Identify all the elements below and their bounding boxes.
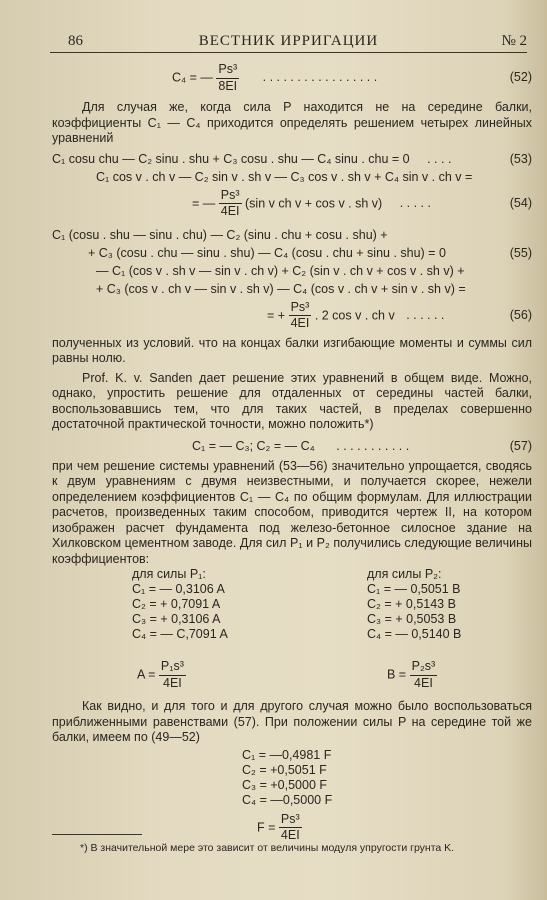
formula-b bbox=[387, 659, 437, 691]
equation-text: C₁ (cosu . shu — sinu . chu) — C₂ (sinu . chu + cosu . shu) + bbox=[52, 227, 388, 242]
equation-lhs: F = bbox=[257, 819, 276, 834]
equation-tag: (55) bbox=[509, 245, 532, 260]
coefficient-row: C₄ = — C,7091 A bbox=[132, 627, 228, 641]
equation-56-line2 bbox=[52, 282, 532, 300]
equation-text: — C₁ (cos v . sh v — sin v . ch v) + C₂ (sin v . ch v + cos v . sh v) + bbox=[96, 263, 465, 278]
equation-text: C₁ = — C₃; C₂ = — C₄ bbox=[192, 438, 315, 453]
coefficient-row: C₃ = +0,5000 F bbox=[242, 777, 328, 792]
fraction-denominator: 8EI bbox=[218, 78, 238, 93]
equation-text: + C₃ (cos v . ch v — sin v . sh v) — C₄ (cos v . ch v + sin v . sh v) = bbox=[96, 281, 466, 296]
coefficients-p2 bbox=[367, 567, 461, 642]
coefficient-columns bbox=[52, 567, 532, 667]
equation-52 bbox=[52, 62, 532, 96]
equation-56-line3 bbox=[52, 300, 532, 334]
equation-lhs: = + bbox=[267, 307, 286, 322]
coefficients-center bbox=[52, 748, 532, 818]
fraction bbox=[410, 659, 438, 691]
column-heading: для силы P₁: bbox=[132, 567, 206, 581]
equation-rhs: (sin v ch v + cos v . sh v) bbox=[245, 195, 383, 210]
equation-rhs: . 2 cos v . ch v bbox=[314, 307, 395, 322]
equation-54-line1 bbox=[52, 170, 532, 188]
footnote: *) В значительной мере это зависит от величины модуля упругости грунта K. bbox=[80, 842, 455, 854]
formula-a bbox=[137, 659, 186, 691]
leader-dots: . . . . . . . . . . . . . . . . . bbox=[262, 70, 378, 85]
fraction-numerator: Ps³ bbox=[219, 188, 242, 205]
fraction bbox=[289, 300, 312, 332]
coefficient-row: C₁ = —0,4981 F bbox=[242, 747, 332, 762]
fraction-denominator: 4EI bbox=[414, 675, 433, 690]
fraction-denominator: 4EI bbox=[290, 316, 310, 330]
fraction-numerator: Ps³ bbox=[279, 812, 302, 829]
paragraph: Prof. K. v. Sanden дает решение этих уравнений в общем виде. Можно, однако, упростить решение для отдаленных от середины частей балки, воспользовавшись тем, что для таких частей, в пределах совершенно достаточной практической точности, можно положить*) bbox=[52, 370, 532, 431]
coefficient-row: C₁ = — 0,5051 B bbox=[367, 582, 461, 596]
column-heading: для силы P₂: bbox=[367, 567, 442, 581]
equation-text: C₁ cos v . ch v — C₂ sin v . sh v — C₃ cos v . sh v + C₄ sin v . ch v = bbox=[96, 169, 473, 184]
leader-dots: . . . . bbox=[427, 151, 452, 166]
coefficient-row: C₂ = + 0,5143 B bbox=[367, 597, 456, 611]
paragraph: полученных из условий. что на концах балки изгибающие моменты и суммы сил равны нолю. bbox=[52, 335, 532, 365]
fraction-numerator: P₁s³ bbox=[159, 659, 186, 676]
equation-54-line2 bbox=[52, 188, 532, 222]
coefficient-row: C₃ = + 0,5053 B bbox=[367, 612, 457, 626]
equation-55-line1 bbox=[52, 228, 532, 246]
coefficient-row: C₂ = + 0,7091 A bbox=[132, 597, 221, 611]
fraction-numerator: P₂s³ bbox=[410, 659, 438, 676]
coefficients-p1 bbox=[132, 567, 228, 642]
coefficient-row: C₃ = + 0,3106 A bbox=[132, 612, 221, 626]
coefficient-row: C₄ = —0,5000 F bbox=[242, 792, 333, 807]
coefficient-row: C₁ = — 0,3106 A bbox=[132, 582, 225, 596]
equation-text: + C₃ (cosu . chu — sinu . shu) — C₄ (cosu . chu + sinu . shu) = 0 bbox=[88, 245, 446, 260]
equation-lhs: A = bbox=[137, 667, 156, 682]
fraction bbox=[279, 812, 302, 844]
paragraph: Как видно, и для того и для другого случая можно было воспользоваться приближенными равенствами (57). При положении силы P на середине той же балки, имеем по (49—52) bbox=[52, 699, 532, 744]
fraction-denominator: 4EI bbox=[220, 204, 240, 218]
leader-dots: . . . . . . bbox=[406, 307, 445, 322]
paragraph: Для случая же, когда сила P находится не на середине балки, коэффициенты C₁ — C₄ приходится определять решением четырех линейных уравнений bbox=[52, 100, 532, 145]
footnote-rule bbox=[52, 834, 142, 835]
fraction-numerator: Ps³ bbox=[289, 300, 312, 317]
equation-tag: (56) bbox=[509, 307, 532, 322]
equation-lhs: B = bbox=[387, 667, 407, 682]
equation-text: C₁ cosu chu — C₂ sinu . shu + C₃ cosu . shu — C₄ sinu . chu = 0 bbox=[52, 151, 410, 166]
formula-f bbox=[257, 812, 302, 844]
coefficient-row: C₄ = — 0,5140 B bbox=[367, 627, 462, 641]
paragraph: при чем решение системы уравнений (53—56) значительно упрощается, сводясь к двум уравнениям с двумя неизвестными, и получается скорее, нежели определением коэффициентов C₁ — C₄ по общим формулам. Для иллюстрации расчетов, произведенных таким способом, приводится чертеж II, на котором изображен расчет фундамента под железо-бетонное силосное здание на Хилковском цементном заводе. Для сил P₁ и P₂ получились следующие величины коэффициентов: bbox=[52, 458, 532, 566]
equation-56-line1 bbox=[52, 264, 532, 282]
page-number: 86 bbox=[68, 33, 83, 49]
equation-tag: (57) bbox=[509, 438, 532, 453]
equation-lhs: C₄ = — bbox=[172, 70, 213, 85]
equation-lhs: = — bbox=[192, 195, 216, 210]
equation-tag: (53) bbox=[509, 151, 532, 166]
equation-53 bbox=[52, 152, 532, 170]
leader-dots: . . . . . . . . . . . bbox=[336, 438, 410, 453]
fraction bbox=[219, 188, 242, 220]
fraction bbox=[216, 62, 239, 94]
issue-number: № 2 bbox=[501, 33, 527, 49]
journal-title: ВЕСТНИК ИРРИГАЦИИ bbox=[198, 33, 379, 49]
equation-57 bbox=[52, 439, 532, 457]
fraction-numerator: Ps³ bbox=[216, 62, 239, 79]
coefficients-f bbox=[242, 748, 332, 808]
equation-tag: (54) bbox=[509, 195, 532, 210]
formula-row bbox=[52, 655, 532, 695]
equation-55-line2 bbox=[52, 246, 532, 264]
fraction-denominator: 4EI bbox=[280, 828, 300, 842]
coefficient-row: C₂ = +0,5051 F bbox=[242, 762, 327, 777]
fraction-denominator: 4EI bbox=[163, 675, 182, 690]
fraction bbox=[159, 659, 186, 691]
page-content bbox=[52, 62, 532, 852]
equation-tag: (52) bbox=[509, 70, 532, 84]
running-header bbox=[50, 30, 527, 53]
leader-dots: . . . . . bbox=[399, 195, 431, 210]
